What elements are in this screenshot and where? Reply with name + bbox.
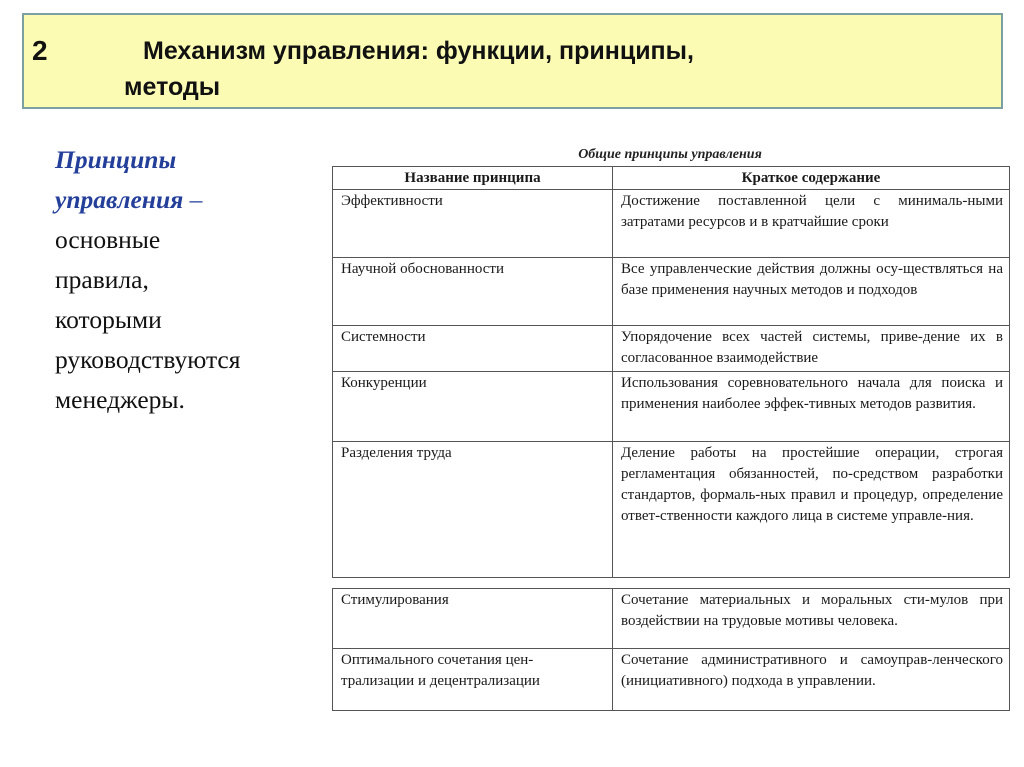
principle-description: Упорядочение всех частей системы, приве-дение их в согласованное взаимодействие (613, 326, 1010, 372)
slide-title-line-2: методы (124, 73, 221, 101)
definition-line: руководствуются (55, 345, 241, 374)
principle-description: Сочетание административного и самоуправ-ленческого (инициативного) подхода в управлении. (613, 649, 1010, 711)
definition-dash: – (183, 185, 203, 214)
principle-name: Разделения труда (333, 442, 613, 578)
definition-term: управления (55, 185, 184, 214)
principle-name: Конкуренции (333, 372, 613, 442)
principles-table-continued (332, 588, 1010, 711)
table-row (333, 649, 1010, 711)
principle-name: Эффективности (333, 190, 613, 258)
definition-line: менеджеры. (55, 385, 185, 414)
principles-table (332, 166, 1010, 578)
table-row (333, 258, 1010, 326)
table-row (333, 190, 1010, 258)
section-number: 2 (32, 35, 48, 66)
slide-title-line-1: Механизм управления: функции, принципы, (143, 37, 694, 65)
column-header-name: Название принципа (333, 167, 613, 190)
definition-line: правила, (55, 265, 149, 294)
column-header-content: Краткое содержание (613, 167, 1010, 190)
principle-description: Деление работы на простейшие операции, строгая регламентация обязанностей, по-средством разработки стандартов, формаль-ных правил и процедур, определение ответ-ственности каждого лица в системе управле-ния. (613, 442, 1010, 578)
definition-term: Принципы (55, 145, 177, 174)
table-row (333, 326, 1010, 372)
principle-description: Достижение поставленной цели с минималь-ными затратами ресурсов и в кратчайшие сроки (613, 190, 1010, 258)
principle-name: Научной обоснованности (333, 258, 613, 326)
principle-name: Оптимального сочетания цен-трализации и децентрализации (333, 649, 613, 711)
definition-line: основные (55, 225, 161, 254)
definition-text (55, 140, 315, 420)
table-row (333, 372, 1010, 442)
principle-description: Использования соревновательного начала для поиска и применения наиболее эффек-тивных методов развития. (613, 372, 1010, 442)
definition-line: которыми (55, 305, 162, 334)
table-row (333, 442, 1010, 578)
table-header-row (333, 167, 1010, 190)
principle-description: Все управленческие действия должны осу-ществляться на базе применения научных методов и подходов (613, 258, 1010, 326)
principle-name: Системности (333, 326, 613, 372)
table-row (333, 589, 1010, 649)
principle-name: Стимулирования (333, 589, 613, 649)
table-caption: Общие принципы управления (578, 147, 762, 162)
slide-title-box (22, 13, 1003, 109)
principle-description: Сочетание материальных и моральных сти-мулов при воздействии на трудовые мотивы человека. (613, 589, 1010, 649)
